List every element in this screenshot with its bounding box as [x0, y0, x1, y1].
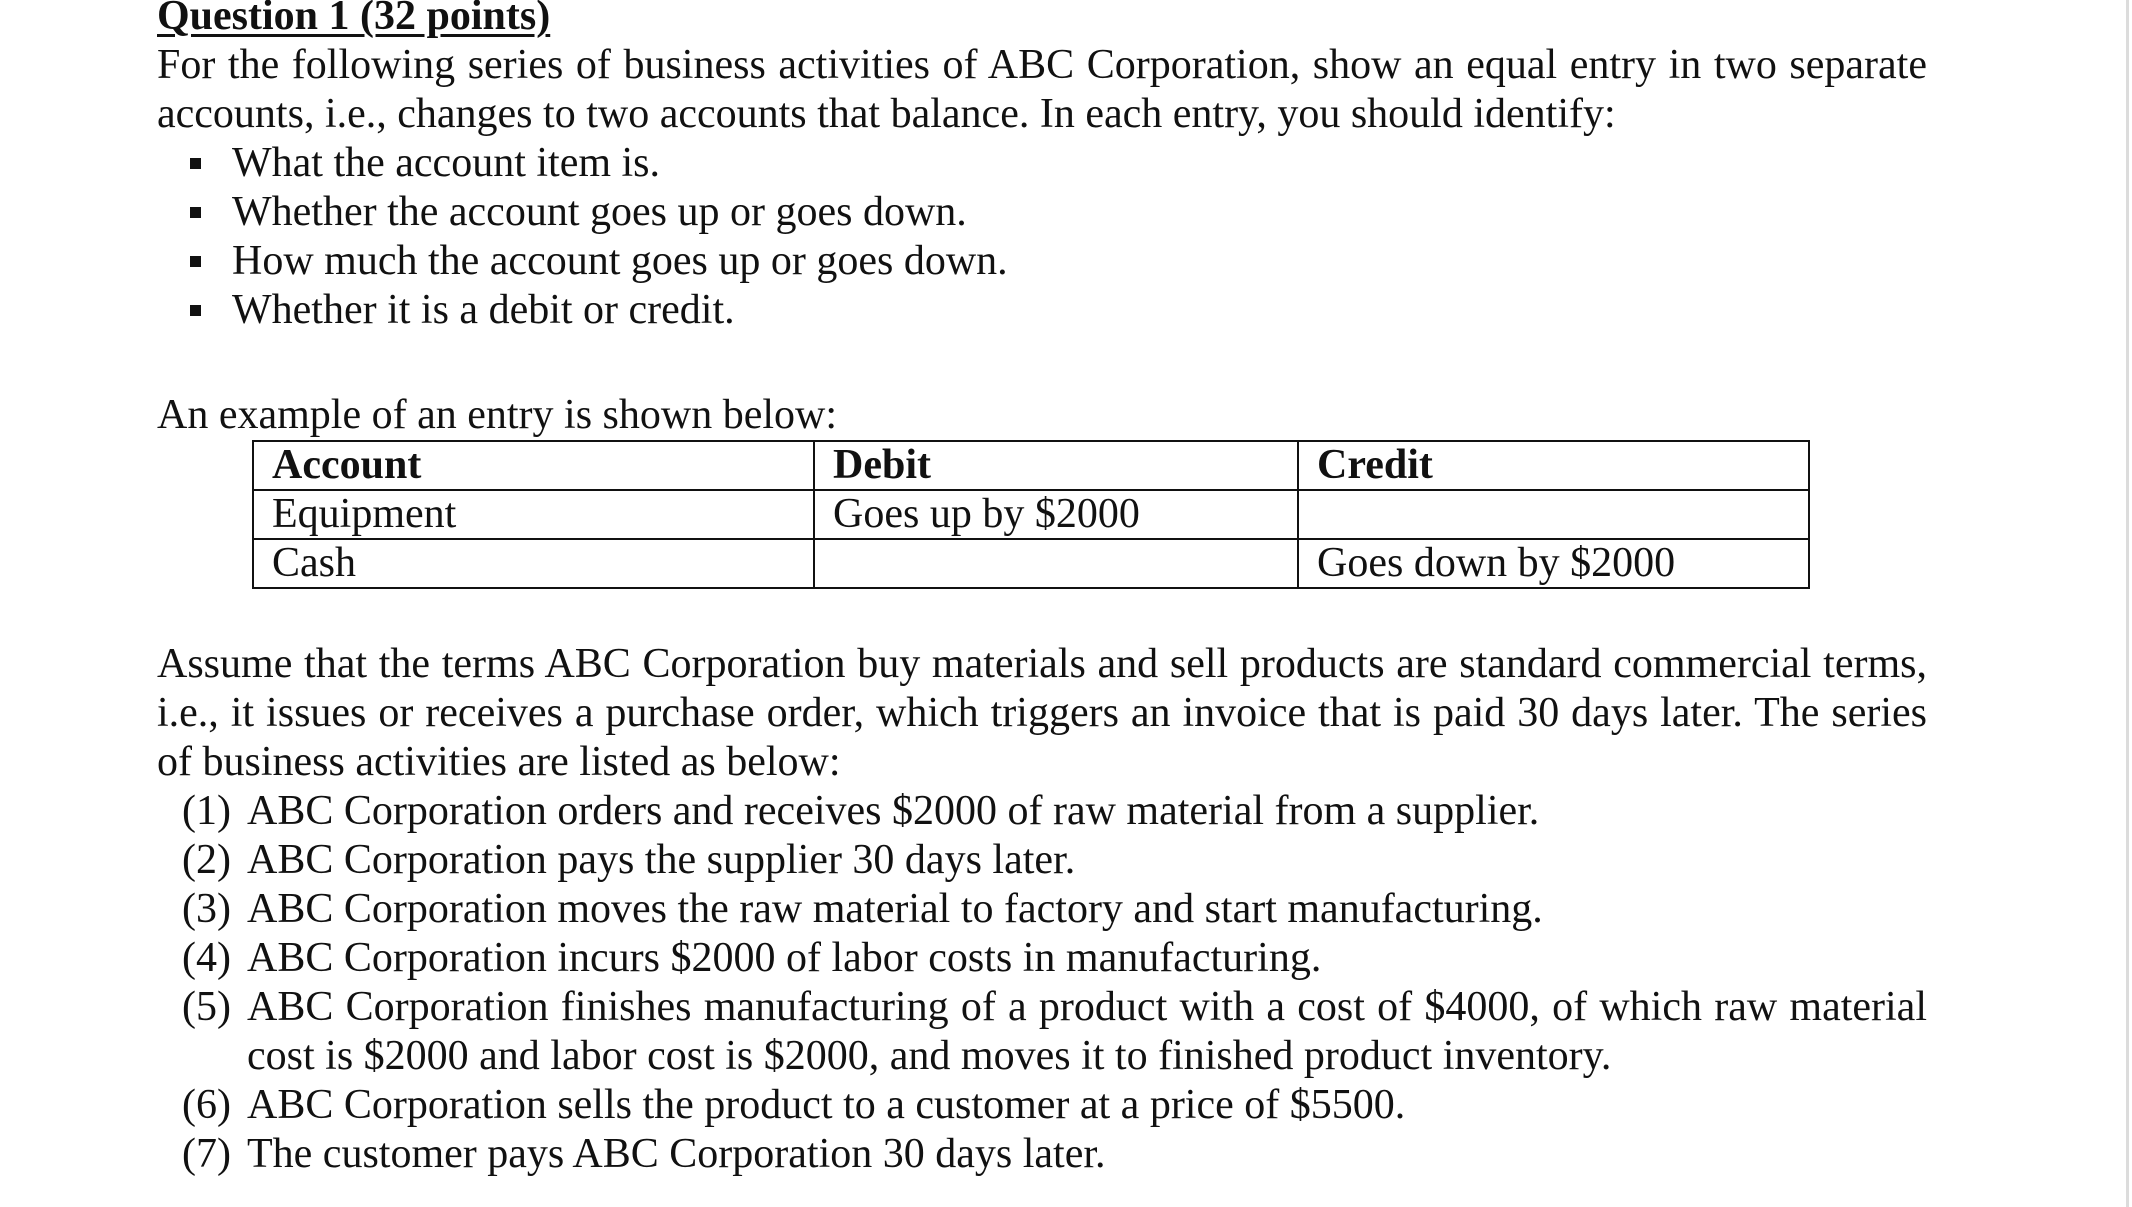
question-title: Question 1 (32 points)	[157, 0, 551, 39]
square-bullet-icon	[190, 305, 201, 316]
requirements-list	[157, 139, 1927, 335]
activity-item	[182, 934, 1927, 983]
header-debit: Debit	[814, 441, 1298, 490]
activities-list	[157, 787, 1927, 1179]
question-intro: For the following series of business activities of ABC Corporation, show an equal entry in two separate accounts, i.e., changes to two accounts that balance. In each entry, you should identify:	[157, 42, 1927, 137]
activity-number: (7)	[182, 1131, 231, 1177]
requirement-item	[190, 286, 1927, 335]
requirement-text: How much the account goes up or goes down.	[232, 238, 1008, 284]
square-bullet-icon	[190, 158, 201, 169]
activity-text: ABC Corporation orders and receives $2000 of raw material from a supplier.	[247, 788, 1540, 834]
activity-item	[182, 983, 1927, 1081]
requirement-item	[190, 188, 1927, 237]
table-header-row	[253, 441, 1809, 490]
example-entry-table	[252, 440, 1810, 589]
requirement-text: What the account item is.	[232, 140, 661, 186]
activity-item	[182, 1130, 1927, 1179]
cell-debit: Goes up by $2000	[814, 490, 1298, 539]
activity-number: (5)	[182, 984, 231, 1030]
table-row	[253, 490, 1809, 539]
activity-number: (3)	[182, 886, 231, 932]
activity-number: (1)	[182, 788, 231, 834]
requirement-text: Whether it is a debit or credit.	[232, 287, 735, 333]
header-account: Account	[253, 441, 814, 490]
requirement-item	[190, 237, 1927, 286]
cell-account: Equipment	[253, 490, 814, 539]
cell-credit: Goes down by $2000	[1298, 539, 1809, 588]
activity-number: (2)	[182, 837, 231, 883]
cell-credit	[1298, 490, 1809, 539]
header-credit: Credit	[1298, 441, 1809, 490]
requirement-text: Whether the account goes up or goes down.	[232, 189, 967, 235]
activity-text: ABC Corporation pays the supplier 30 days later.	[247, 837, 1076, 883]
activity-text: ABC Corporation sells the product to a customer at a price of $5500.	[247, 1082, 1406, 1128]
activity-text: ABC Corporation moves the raw material to factory and start manufacturing.	[247, 886, 1543, 932]
square-bullet-icon	[190, 207, 201, 218]
requirement-item	[190, 139, 1927, 188]
page-edge-divider	[2126, 0, 2129, 1207]
activity-item	[182, 1081, 1927, 1130]
cell-account: Cash	[253, 539, 814, 588]
activity-text: The customer pays ABC Corporation 30 days later.	[247, 1131, 1106, 1177]
document-content	[157, 0, 1927, 1179]
table-row	[253, 539, 1809, 588]
activity-text: ABC Corporation incurs $2000 of labor costs in manufacturing.	[247, 935, 1322, 981]
assumption-paragraph: Assume that the terms ABC Corporation buy materials and sell products are standard commercial terms, i.e., it issues or receives a purchase order, which triggers an invoice that is paid 30 days later. The series of business activities are listed as below:	[157, 641, 1927, 785]
activity-item	[182, 885, 1927, 934]
activity-item	[182, 787, 1927, 836]
activity-number: (6)	[182, 1082, 231, 1128]
activity-number: (4)	[182, 935, 231, 981]
activity-item	[182, 836, 1927, 885]
square-bullet-icon	[190, 256, 201, 267]
activity-text: ABC Corporation finishes manufacturing of a product with a cost of $4000, of which raw material cost is $2000 and labor cost is $2000, and moves it to finished product inventory.	[247, 984, 1927, 1079]
cell-debit	[814, 539, 1298, 588]
example-intro: An example of an entry is shown below:	[157, 392, 838, 438]
